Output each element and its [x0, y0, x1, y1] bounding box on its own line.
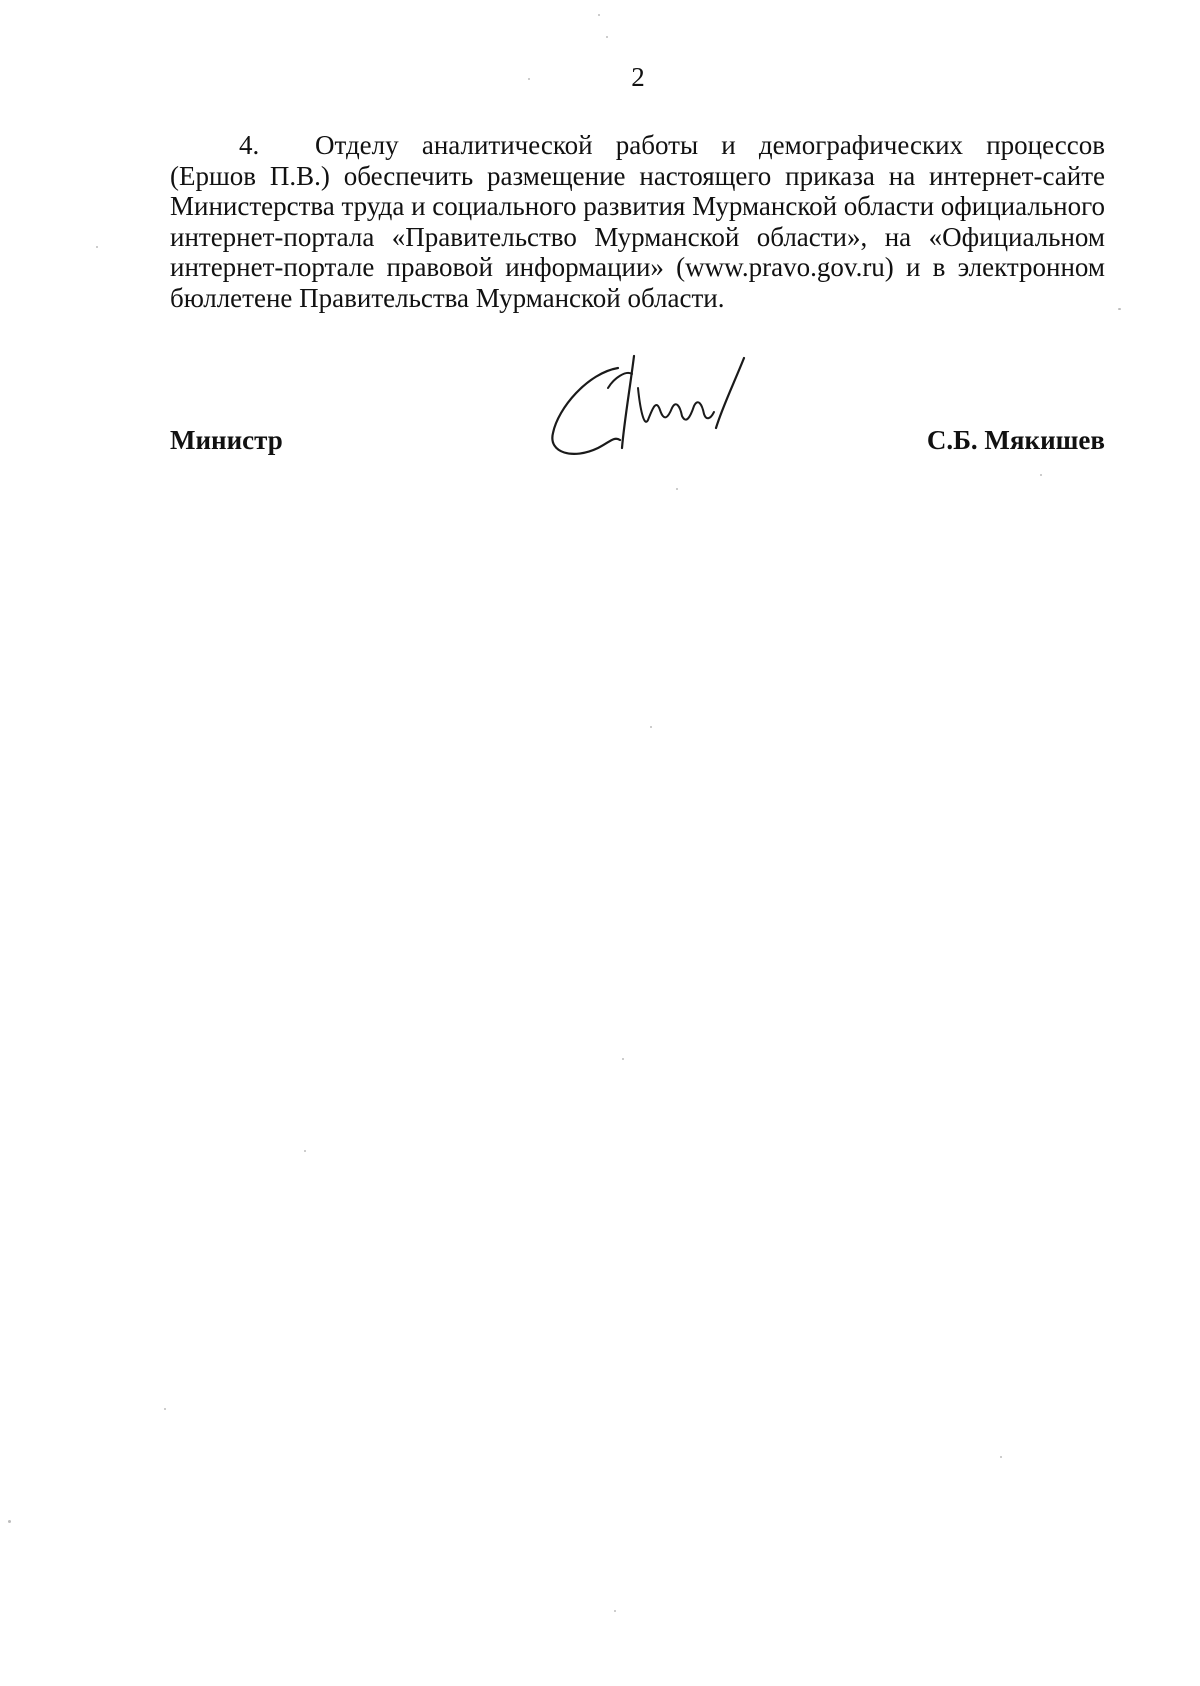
scan-speck	[1118, 308, 1121, 310]
scan-speck	[1000, 1456, 1002, 1458]
scan-speck	[650, 726, 652, 728]
scan-speck	[8, 1520, 11, 1523]
scan-speck	[164, 1408, 166, 1410]
scan-speck	[606, 36, 608, 38]
scan-speck	[304, 1150, 306, 1152]
signatory-name: С.Б. Мякишев	[926, 425, 1105, 455]
scan-speck	[528, 78, 530, 80]
signatory-role: Министр	[170, 425, 283, 455]
scan-speck	[676, 488, 678, 490]
signature-block	[170, 425, 1105, 465]
paragraph-number: 4.	[239, 130, 260, 160]
scan-speck	[622, 1058, 624, 1060]
page-number: 2	[631, 62, 645, 92]
scan-speck	[598, 14, 600, 16]
scan-speck	[1040, 474, 1042, 476]
scan-speck	[614, 1610, 616, 1612]
scan-speck	[96, 246, 98, 248]
paragraph-item-4	[170, 130, 1105, 313]
paragraph-text: Отделу аналитической работы и демографических процессов (Ершов П.В.) обеспечить размещение настоящего приказа на интернет-сайте Министерства труда и социального развития Мурманской области официального интернет-портала «Правительство Мурманской области», на «Официальном интернет-портале правовой информации» (www.pravo.gov.ru) и в электронном бюллетене Правительства Мурманской области.	[170, 130, 1105, 313]
